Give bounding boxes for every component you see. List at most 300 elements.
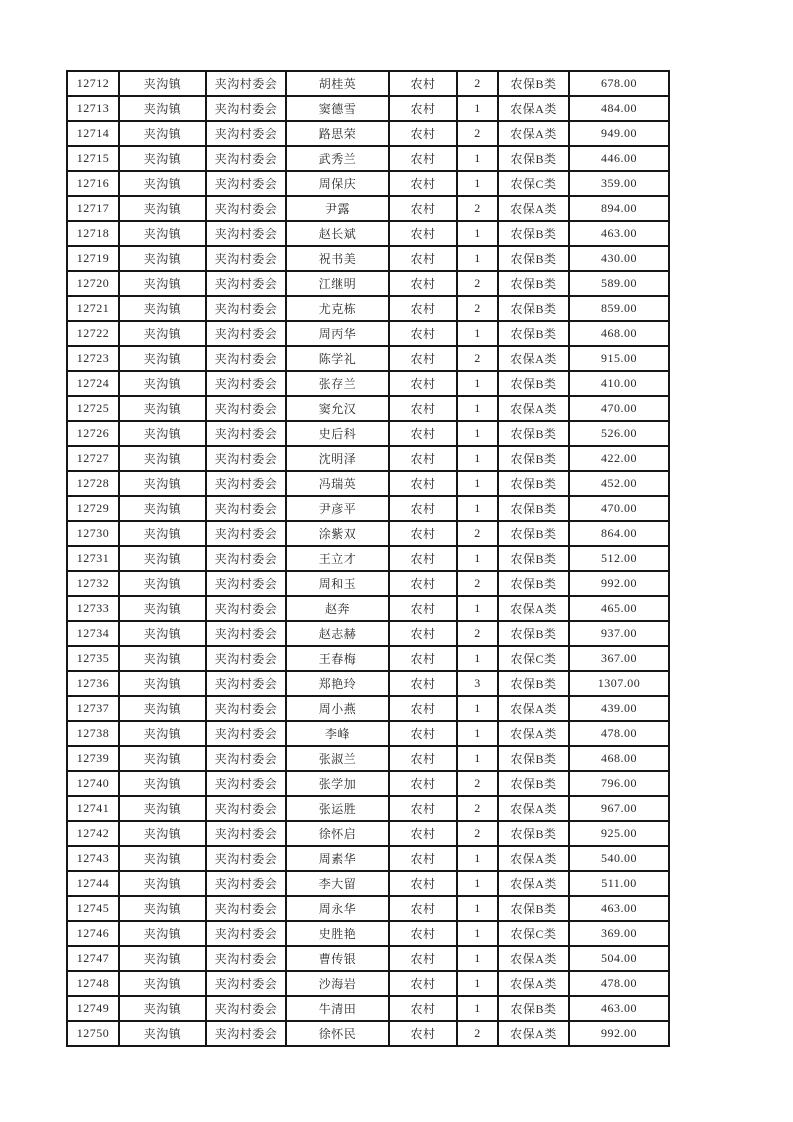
table-cell-residence-type: 农村 [389, 571, 457, 596]
table-cell-person-name: 张学加 [286, 771, 389, 796]
table-cell-residence-type: 农村 [389, 721, 457, 746]
table-cell-insurance-category: 农保B类 [498, 471, 569, 496]
table-row [67, 696, 669, 721]
table-row [67, 771, 669, 796]
table-cell-insurance-category: 农保B类 [498, 621, 569, 646]
table-cell-person-count: 1 [457, 496, 498, 521]
table-cell-village-committee: 夹沟村委会 [206, 821, 286, 846]
table-row [67, 971, 669, 996]
table-cell-amount: 992.00 [569, 571, 669, 596]
table-cell-village-committee: 夹沟村委会 [206, 721, 286, 746]
table-cell-amount: 678.00 [569, 71, 669, 96]
table-cell-village-committee: 夹沟村委会 [206, 371, 286, 396]
table-cell-record-id: 12713 [67, 96, 119, 121]
table-cell-residence-type: 农村 [389, 446, 457, 471]
table-cell-amount: 359.00 [569, 171, 669, 196]
table-cell-village-committee: 夹沟村委会 [206, 646, 286, 671]
table-cell-residence-type: 农村 [389, 921, 457, 946]
table-cell-amount: 463.00 [569, 896, 669, 921]
table-cell-residence-type: 农村 [389, 996, 457, 1021]
table-cell-town: 夹沟镇 [119, 646, 206, 671]
table-cell-town: 夹沟镇 [119, 96, 206, 121]
table-cell-insurance-category: 农保B类 [498, 896, 569, 921]
table-cell-amount: 463.00 [569, 996, 669, 1021]
table-row [67, 446, 669, 471]
table-cell-residence-type: 农村 [389, 771, 457, 796]
table-cell-village-committee: 夹沟村委会 [206, 871, 286, 896]
table-cell-insurance-category: 农保B类 [498, 521, 569, 546]
table-cell-residence-type: 农村 [389, 246, 457, 271]
table-cell-record-id: 12728 [67, 471, 119, 496]
table-cell-village-committee: 夹沟村委会 [206, 521, 286, 546]
table-cell-person-count: 1 [457, 746, 498, 771]
table-cell-person-count: 2 [457, 1021, 498, 1046]
table-cell-town: 夹沟镇 [119, 996, 206, 1021]
table-cell-village-committee: 夹沟村委会 [206, 471, 286, 496]
table-cell-town: 夹沟镇 [119, 396, 206, 421]
table-cell-insurance-category: 农保A类 [498, 696, 569, 721]
table-cell-town: 夹沟镇 [119, 971, 206, 996]
table-cell-town: 夹沟镇 [119, 196, 206, 221]
table-row [67, 171, 669, 196]
table-row [67, 496, 669, 521]
table-cell-person-name: 路思荣 [286, 121, 389, 146]
table-row [67, 471, 669, 496]
table-cell-person-name: 沈明泽 [286, 446, 389, 471]
table-cell-village-committee: 夹沟村委会 [206, 746, 286, 771]
table-cell-insurance-category: 农保A类 [498, 596, 569, 621]
table-cell-insurance-category: 农保B类 [498, 671, 569, 696]
table-cell-town: 夹沟镇 [119, 671, 206, 696]
table-cell-person-count: 1 [457, 396, 498, 421]
table-cell-village-committee: 夹沟村委会 [206, 321, 286, 346]
table-cell-village-committee: 夹沟村委会 [206, 546, 286, 571]
table-cell-village-committee: 夹沟村委会 [206, 896, 286, 921]
table-cell-person-name: 胡桂英 [286, 71, 389, 96]
table-cell-town: 夹沟镇 [119, 546, 206, 571]
table-cell-residence-type: 农村 [389, 646, 457, 671]
table-cell-town: 夹沟镇 [119, 846, 206, 871]
table-cell-village-committee: 夹沟村委会 [206, 596, 286, 621]
table-row [67, 296, 669, 321]
table-row [67, 946, 669, 971]
table-cell-person-count: 1 [457, 221, 498, 246]
table-cell-insurance-category: 农保B类 [498, 571, 569, 596]
table-cell-town: 夹沟镇 [119, 521, 206, 546]
table-cell-insurance-category: 农保A类 [498, 121, 569, 146]
table-row [67, 421, 669, 446]
table-row [67, 71, 669, 96]
table-row [67, 121, 669, 146]
table-cell-person-count: 1 [457, 246, 498, 271]
table-cell-village-committee: 夹沟村委会 [206, 71, 286, 96]
table-cell-insurance-category: 农保B类 [498, 296, 569, 321]
table-cell-insurance-category: 农保A类 [498, 346, 569, 371]
table-cell-town: 夹沟镇 [119, 371, 206, 396]
table-cell-village-committee: 夹沟村委会 [206, 96, 286, 121]
table-cell-amount: 463.00 [569, 221, 669, 246]
table-cell-village-committee: 夹沟村委会 [206, 846, 286, 871]
table-cell-record-id: 12734 [67, 621, 119, 646]
table-cell-residence-type: 农村 [389, 521, 457, 546]
table-row [67, 1021, 669, 1046]
table-cell-person-name: 周和玉 [286, 571, 389, 596]
table-cell-amount: 512.00 [569, 546, 669, 571]
table-cell-person-count: 1 [457, 721, 498, 746]
table-cell-residence-type: 农村 [389, 221, 457, 246]
table-cell-person-name: 祝书美 [286, 246, 389, 271]
table-cell-person-name: 王春梅 [286, 646, 389, 671]
table-cell-town: 夹沟镇 [119, 271, 206, 296]
table-cell-record-id: 12714 [67, 121, 119, 146]
table-cell-record-id: 12730 [67, 521, 119, 546]
table-cell-record-id: 12737 [67, 696, 119, 721]
table-cell-person-count: 2 [457, 296, 498, 321]
table-cell-record-id: 12735 [67, 646, 119, 671]
table-cell-insurance-category: 农保A类 [498, 796, 569, 821]
table-cell-town: 夹沟镇 [119, 171, 206, 196]
table-cell-record-id: 12736 [67, 671, 119, 696]
table-cell-record-id: 12718 [67, 221, 119, 246]
table-cell-town: 夹沟镇 [119, 1021, 206, 1046]
table-cell-person-name: 赵志赫 [286, 621, 389, 646]
table-cell-amount: 526.00 [569, 421, 669, 446]
table-cell-town: 夹沟镇 [119, 896, 206, 921]
table-cell-amount: 452.00 [569, 471, 669, 496]
table-cell-village-committee: 夹沟村委会 [206, 696, 286, 721]
table-row [67, 646, 669, 671]
table-cell-person-count: 1 [457, 646, 498, 671]
table-cell-person-count: 1 [457, 96, 498, 121]
table-cell-village-committee: 夹沟村委会 [206, 1021, 286, 1046]
table-cell-record-id: 12720 [67, 271, 119, 296]
table-row [67, 521, 669, 546]
table-cell-person-name: 尤克栋 [286, 296, 389, 321]
table-cell-village-committee: 夹沟村委会 [206, 996, 286, 1021]
table-cell-amount: 937.00 [569, 621, 669, 646]
table-cell-village-committee: 夹沟村委会 [206, 921, 286, 946]
table-cell-record-id: 12725 [67, 396, 119, 421]
table-cell-amount: 367.00 [569, 646, 669, 671]
table-cell-residence-type: 农村 [389, 471, 457, 496]
table-cell-record-id: 12721 [67, 296, 119, 321]
table-cell-amount: 540.00 [569, 846, 669, 871]
table-cell-town: 夹沟镇 [119, 571, 206, 596]
table-cell-record-id: 12745 [67, 896, 119, 921]
table-cell-person-name: 周丙华 [286, 321, 389, 346]
table-row [67, 571, 669, 596]
table-row [67, 146, 669, 171]
table-row [67, 896, 669, 921]
table-row [67, 346, 669, 371]
table-cell-person-count: 1 [457, 321, 498, 346]
table-cell-amount: 446.00 [569, 146, 669, 171]
table-cell-town: 夹沟镇 [119, 471, 206, 496]
table-cell-insurance-category: 农保A类 [498, 846, 569, 871]
table-cell-person-count: 2 [457, 121, 498, 146]
table-cell-amount: 504.00 [569, 946, 669, 971]
table-cell-residence-type: 农村 [389, 946, 457, 971]
table-cell-amount: 422.00 [569, 446, 669, 471]
table-cell-insurance-category: 农保B类 [498, 271, 569, 296]
table-cell-insurance-category: 农保B类 [498, 421, 569, 446]
table-cell-record-id: 12749 [67, 996, 119, 1021]
table-cell-insurance-category: 农保C类 [498, 171, 569, 196]
table-cell-record-id: 12746 [67, 921, 119, 946]
table-cell-person-name: 郑艳玲 [286, 671, 389, 696]
table-cell-insurance-category: 农保C类 [498, 646, 569, 671]
table-cell-person-name: 冯瑞英 [286, 471, 389, 496]
table-cell-village-committee: 夹沟村委会 [206, 246, 286, 271]
table-cell-person-name: 王立才 [286, 546, 389, 571]
table-cell-person-count: 1 [457, 896, 498, 921]
table-cell-person-count: 1 [457, 596, 498, 621]
table-cell-village-committee: 夹沟村委会 [206, 146, 286, 171]
table-cell-residence-type: 农村 [389, 121, 457, 146]
table-cell-town: 夹沟镇 [119, 596, 206, 621]
table-cell-record-id: 12743 [67, 846, 119, 871]
table-cell-amount: 859.00 [569, 296, 669, 321]
table-cell-amount: 468.00 [569, 746, 669, 771]
table-cell-record-id: 12717 [67, 196, 119, 221]
table-cell-residence-type: 农村 [389, 546, 457, 571]
table-cell-insurance-category: 农保B类 [498, 746, 569, 771]
table-row [67, 846, 669, 871]
table-cell-person-count: 2 [457, 621, 498, 646]
table-cell-person-name: 窦允汉 [286, 396, 389, 421]
table-cell-amount: 967.00 [569, 796, 669, 821]
table-cell-person-count: 1 [457, 971, 498, 996]
table-row [67, 396, 669, 421]
table-cell-residence-type: 农村 [389, 396, 457, 421]
table-cell-village-committee: 夹沟村委会 [206, 271, 286, 296]
table-cell-record-id: 12715 [67, 146, 119, 171]
table-cell-village-committee: 夹沟村委会 [206, 496, 286, 521]
table-cell-town: 夹沟镇 [119, 621, 206, 646]
table-cell-person-name: 沙海岩 [286, 971, 389, 996]
table-cell-insurance-category: 农保A类 [498, 396, 569, 421]
table-cell-insurance-category: 农保A类 [498, 946, 569, 971]
table-cell-person-name: 徐怀民 [286, 1021, 389, 1046]
table-cell-person-name: 牛清田 [286, 996, 389, 1021]
table-cell-insurance-category: 农保A类 [498, 96, 569, 121]
table-cell-person-count: 1 [457, 146, 498, 171]
table-row [67, 671, 669, 696]
table-cell-amount: 796.00 [569, 771, 669, 796]
table-cell-person-name: 尹露 [286, 196, 389, 221]
table-row [67, 546, 669, 571]
table-cell-person-name: 李峰 [286, 721, 389, 746]
table-row [67, 371, 669, 396]
table-cell-amount: 589.00 [569, 271, 669, 296]
table-cell-amount: 470.00 [569, 396, 669, 421]
table-cell-person-count: 1 [457, 171, 498, 196]
table-cell-town: 夹沟镇 [119, 146, 206, 171]
table-cell-person-count: 2 [457, 71, 498, 96]
table-cell-insurance-category: 农保B类 [498, 446, 569, 471]
table-cell-record-id: 12750 [67, 1021, 119, 1046]
table-cell-record-id: 12748 [67, 971, 119, 996]
table-cell-person-name: 武秀兰 [286, 146, 389, 171]
table-cell-amount: 511.00 [569, 871, 669, 896]
table-cell-residence-type: 农村 [389, 621, 457, 646]
table-row [67, 221, 669, 246]
table-body [67, 71, 669, 1046]
table-cell-insurance-category: 农保B类 [498, 146, 569, 171]
table-cell-record-id: 12732 [67, 571, 119, 596]
table-cell-village-committee: 夹沟村委会 [206, 121, 286, 146]
table-row [67, 246, 669, 271]
table-cell-residence-type: 农村 [389, 271, 457, 296]
table-cell-person-count: 2 [457, 346, 498, 371]
table-cell-village-committee: 夹沟村委会 [206, 621, 286, 646]
table-cell-person-count: 2 [457, 271, 498, 296]
table-cell-village-committee: 夹沟村委会 [206, 971, 286, 996]
table-cell-person-name: 周保庆 [286, 171, 389, 196]
table-cell-record-id: 12729 [67, 496, 119, 521]
table-cell-person-count: 1 [457, 921, 498, 946]
table-cell-insurance-category: 农保B类 [498, 821, 569, 846]
table-cell-insurance-category: 农保B类 [498, 546, 569, 571]
table-cell-insurance-category: 农保B类 [498, 996, 569, 1021]
table-cell-amount: 949.00 [569, 121, 669, 146]
table-cell-record-id: 12712 [67, 71, 119, 96]
table-cell-insurance-category: 农保C类 [498, 921, 569, 946]
table-cell-record-id: 12719 [67, 246, 119, 271]
table-row [67, 721, 669, 746]
table-cell-person-count: 2 [457, 571, 498, 596]
table-cell-town: 夹沟镇 [119, 771, 206, 796]
table-cell-insurance-category: 农保B类 [498, 496, 569, 521]
table-cell-insurance-category: 农保B类 [498, 221, 569, 246]
table-cell-insurance-category: 农保B类 [498, 771, 569, 796]
table-cell-record-id: 12716 [67, 171, 119, 196]
table-cell-village-committee: 夹沟村委会 [206, 796, 286, 821]
table-row [67, 621, 669, 646]
table-cell-town: 夹沟镇 [119, 696, 206, 721]
table-row [67, 196, 669, 221]
table-cell-amount: 894.00 [569, 196, 669, 221]
table-cell-residence-type: 农村 [389, 146, 457, 171]
table-cell-record-id: 12722 [67, 321, 119, 346]
table-row [67, 996, 669, 1021]
table-cell-insurance-category: 农保B类 [498, 321, 569, 346]
table-row [67, 871, 669, 896]
table-cell-residence-type: 农村 [389, 871, 457, 896]
table-cell-record-id: 12741 [67, 796, 119, 821]
table-cell-residence-type: 农村 [389, 671, 457, 696]
table-cell-village-committee: 夹沟村委会 [206, 946, 286, 971]
table-cell-village-committee: 夹沟村委会 [206, 171, 286, 196]
table-cell-insurance-category: 农保A类 [498, 871, 569, 896]
table-cell-town: 夹沟镇 [119, 821, 206, 846]
table-cell-person-count: 1 [457, 546, 498, 571]
table-cell-record-id: 12747 [67, 946, 119, 971]
table-cell-amount: 369.00 [569, 921, 669, 946]
table-cell-insurance-category: 农保B类 [498, 71, 569, 96]
table-cell-person-name: 张淑兰 [286, 746, 389, 771]
table-cell-person-name: 江继明 [286, 271, 389, 296]
table-cell-insurance-category: 农保A类 [498, 971, 569, 996]
table-cell-residence-type: 农村 [389, 896, 457, 921]
table-cell-record-id: 12731 [67, 546, 119, 571]
table-cell-village-committee: 夹沟村委会 [206, 196, 286, 221]
table-cell-record-id: 12727 [67, 446, 119, 471]
table-cell-insurance-category: 农保B类 [498, 371, 569, 396]
table-row [67, 321, 669, 346]
table-cell-town: 夹沟镇 [119, 296, 206, 321]
table-cell-residence-type: 农村 [389, 71, 457, 96]
table-cell-amount: 864.00 [569, 521, 669, 546]
table-row [67, 596, 669, 621]
table-cell-person-name: 李大留 [286, 871, 389, 896]
table-cell-amount: 465.00 [569, 596, 669, 621]
table-cell-village-committee: 夹沟村委会 [206, 421, 286, 446]
table-cell-person-count: 2 [457, 821, 498, 846]
table-row [67, 821, 669, 846]
table-cell-person-count: 1 [457, 696, 498, 721]
table-cell-residence-type: 农村 [389, 596, 457, 621]
table-cell-insurance-category: 农保A类 [498, 1021, 569, 1046]
table-row [67, 796, 669, 821]
table-cell-amount: 992.00 [569, 1021, 669, 1046]
table-cell-residence-type: 农村 [389, 196, 457, 221]
records-table [66, 70, 670, 1047]
table-cell-person-name: 周永华 [286, 896, 389, 921]
table-cell-person-name: 赵奔 [286, 596, 389, 621]
table-cell-person-count: 1 [457, 421, 498, 446]
table-cell-residence-type: 农村 [389, 321, 457, 346]
table-cell-person-count: 1 [457, 371, 498, 396]
table-cell-person-name: 张运胜 [286, 796, 389, 821]
table-row [67, 746, 669, 771]
table-cell-town: 夹沟镇 [119, 121, 206, 146]
table-cell-residence-type: 农村 [389, 971, 457, 996]
table-cell-amount: 468.00 [569, 321, 669, 346]
table-cell-town: 夹沟镇 [119, 246, 206, 271]
table-cell-village-committee: 夹沟村委会 [206, 771, 286, 796]
table-cell-person-name: 周素华 [286, 846, 389, 871]
table-cell-person-name: 周小燕 [286, 696, 389, 721]
table-cell-residence-type: 农村 [389, 346, 457, 371]
table-cell-person-count: 1 [457, 846, 498, 871]
table-cell-amount: 410.00 [569, 371, 669, 396]
table-cell-insurance-category: 农保A类 [498, 196, 569, 221]
table-cell-amount: 478.00 [569, 971, 669, 996]
table-row [67, 96, 669, 121]
table-cell-residence-type: 农村 [389, 821, 457, 846]
table-cell-person-name: 尹彦平 [286, 496, 389, 521]
table-cell-person-name: 赵长斌 [286, 221, 389, 246]
table-cell-town: 夹沟镇 [119, 71, 206, 96]
table-cell-person-count: 1 [457, 996, 498, 1021]
table-cell-person-count: 2 [457, 796, 498, 821]
table-row [67, 921, 669, 946]
table-cell-residence-type: 农村 [389, 1021, 457, 1046]
table-cell-person-name: 陈学礼 [286, 346, 389, 371]
table-cell-town: 夹沟镇 [119, 221, 206, 246]
table-cell-person-count: 2 [457, 196, 498, 221]
table-cell-village-committee: 夹沟村委会 [206, 346, 286, 371]
table-cell-amount: 484.00 [569, 96, 669, 121]
table-cell-person-name: 徐怀启 [286, 821, 389, 846]
table-cell-town: 夹沟镇 [119, 321, 206, 346]
table-cell-person-count: 1 [457, 946, 498, 971]
table-cell-town: 夹沟镇 [119, 446, 206, 471]
table-cell-person-name: 史胜艳 [286, 921, 389, 946]
table-cell-insurance-category: 农保A类 [498, 721, 569, 746]
table-cell-residence-type: 农村 [389, 496, 457, 521]
